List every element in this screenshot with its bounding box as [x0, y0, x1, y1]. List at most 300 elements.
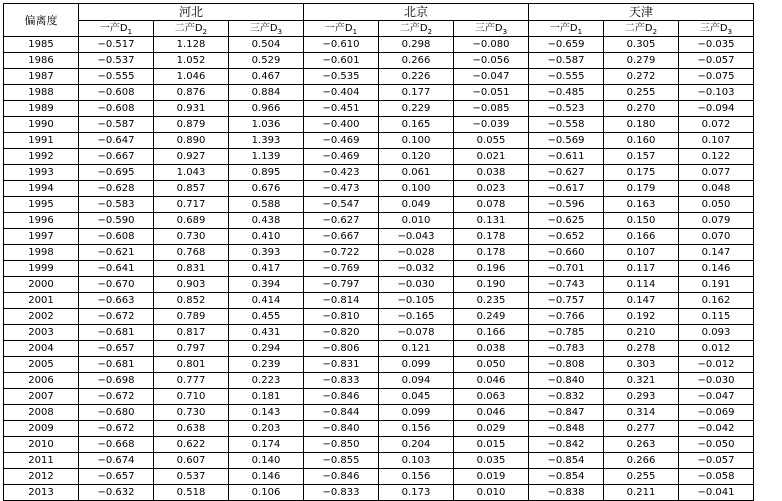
value-cell: −0.806 [304, 341, 379, 357]
value-cell: −0.854 [529, 469, 604, 485]
year-cell: 2005 [4, 357, 79, 373]
table-row [4, 85, 754, 101]
value-cell: −0.078 [379, 325, 454, 341]
value-cell: −0.051 [454, 85, 529, 101]
value-cell: −0.674 [79, 453, 154, 469]
value-cell: −0.028 [379, 245, 454, 261]
value-cell: −0.608 [79, 101, 154, 117]
value-cell: 1.046 [154, 69, 229, 85]
value-cell: 0.019 [454, 469, 529, 485]
value-cell: 0.046 [454, 373, 529, 389]
sector-header-subscript: 3 [277, 28, 283, 36]
sector-header-subscript: 1 [127, 28, 133, 36]
value-cell: 0.010 [379, 213, 454, 229]
value-cell: 0.927 [154, 149, 229, 165]
value-cell: 0.099 [379, 405, 454, 421]
value-cell: −0.610 [304, 37, 379, 53]
value-cell: −0.785 [529, 325, 604, 341]
value-cell: 0.321 [604, 373, 679, 389]
value-cell: −0.041 [679, 485, 754, 501]
value-cell: 0.249 [454, 309, 529, 325]
value-cell: 0.857 [154, 181, 229, 197]
value-cell: 0.229 [379, 101, 454, 117]
value-cell: −0.783 [529, 341, 604, 357]
value-cell: −0.400 [304, 117, 379, 133]
value-cell: −0.039 [454, 117, 529, 133]
value-cell: 0.045 [379, 389, 454, 405]
table-row [4, 149, 754, 165]
value-cell: 0.190 [454, 277, 529, 293]
value-cell: −0.085 [454, 101, 529, 117]
year-cell: 1989 [4, 101, 79, 117]
value-cell: −0.056 [454, 53, 529, 69]
value-cell: −0.698 [79, 373, 154, 389]
value-cell: 0.181 [229, 389, 304, 405]
value-cell: 0.266 [379, 53, 454, 69]
value-cell: −0.766 [529, 309, 604, 325]
table-row [4, 69, 754, 85]
value-cell: 0.890 [154, 133, 229, 149]
value-cell: −0.558 [529, 117, 604, 133]
value-cell: 0.038 [454, 341, 529, 357]
year-cell: 2013 [4, 485, 79, 501]
value-cell: 0.146 [679, 261, 754, 277]
value-cell: 1.139 [229, 149, 304, 165]
value-cell: 0.146 [229, 469, 304, 485]
region-header-row [4, 4, 754, 21]
value-cell: 0.150 [604, 213, 679, 229]
value-cell: 0.879 [154, 117, 229, 133]
table-row [4, 181, 754, 197]
sector-header-label: 三产D [474, 23, 503, 34]
table-container [3, 3, 754, 501]
value-cell: 0.049 [379, 197, 454, 213]
value-cell: 0.303 [604, 357, 679, 373]
value-cell: 0.173 [379, 485, 454, 501]
table-row [4, 101, 754, 117]
year-cell: 2003 [4, 325, 79, 341]
year-cell: 2004 [4, 341, 79, 357]
table-header [4, 4, 754, 37]
value-cell: 0.107 [604, 245, 679, 261]
sector-header-subscript: 2 [652, 28, 658, 36]
value-cell: −0.611 [529, 149, 604, 165]
table-row [4, 357, 754, 373]
value-cell: −0.663 [79, 293, 154, 309]
value-cell: 0.156 [379, 469, 454, 485]
year-cell: 2006 [4, 373, 79, 389]
value-cell: −0.814 [304, 293, 379, 309]
year-cell: 1998 [4, 245, 79, 261]
value-cell: 0.029 [454, 421, 529, 437]
year-cell: 1987 [4, 69, 79, 85]
value-cell: 0.876 [154, 85, 229, 101]
value-cell: 0.055 [454, 133, 529, 149]
value-cell: 0.266 [604, 453, 679, 469]
value-cell: 0.393 [229, 245, 304, 261]
value-cell: 0.277 [604, 421, 679, 437]
value-cell: 0.050 [679, 197, 754, 213]
value-cell: 0.072 [679, 117, 754, 133]
table-row [4, 309, 754, 325]
value-cell: 0.099 [379, 357, 454, 373]
value-cell: 0.518 [154, 485, 229, 501]
value-cell: −0.485 [529, 85, 604, 101]
value-cell: 0.015 [454, 437, 529, 453]
value-cell: 0.163 [604, 197, 679, 213]
value-cell: 0.160 [604, 133, 679, 149]
year-cell: 1986 [4, 53, 79, 69]
value-cell: −0.621 [79, 245, 154, 261]
table-row [4, 37, 754, 53]
value-cell: −0.473 [304, 181, 379, 197]
value-cell: −0.844 [304, 405, 379, 421]
year-cell: 1992 [4, 149, 79, 165]
sector-header [679, 21, 754, 37]
table-row [4, 453, 754, 469]
value-cell: 0.050 [454, 357, 529, 373]
value-cell: −0.608 [79, 85, 154, 101]
value-cell: 0.179 [604, 181, 679, 197]
value-cell: 0.305 [604, 37, 679, 53]
value-cell: 0.162 [679, 293, 754, 309]
sector-header-subscript: 2 [427, 28, 433, 36]
value-cell: 0.903 [154, 277, 229, 293]
value-cell: −0.672 [79, 389, 154, 405]
value-cell: 0.070 [679, 229, 754, 245]
value-cell: 0.884 [229, 85, 304, 101]
value-cell: 0.817 [154, 325, 229, 341]
value-cell: 0.175 [604, 165, 679, 181]
value-cell: −0.833 [304, 373, 379, 389]
sector-header [454, 21, 529, 37]
sector-header-label: 一产D [549, 23, 578, 34]
value-cell: −0.657 [79, 341, 154, 357]
value-cell: 0.255 [604, 85, 679, 101]
value-cell: 0.717 [154, 197, 229, 213]
value-cell: 0.223 [229, 373, 304, 389]
value-cell: 0.293 [604, 389, 679, 405]
value-cell: 1.393 [229, 133, 304, 149]
value-cell: 0.023 [454, 181, 529, 197]
value-cell: −0.404 [304, 85, 379, 101]
value-cell: 0.676 [229, 181, 304, 197]
value-cell: 0.063 [454, 389, 529, 405]
value-cell: −0.855 [304, 453, 379, 469]
sector-header [379, 21, 454, 37]
value-cell: 0.147 [604, 293, 679, 309]
table-row [4, 197, 754, 213]
value-cell: 0.414 [229, 293, 304, 309]
value-cell: 0.211 [604, 485, 679, 501]
value-cell: −0.105 [379, 293, 454, 309]
value-cell: 0.046 [454, 405, 529, 421]
value-cell: −0.831 [304, 357, 379, 373]
value-cell: −0.590 [79, 213, 154, 229]
value-cell: −0.668 [79, 437, 154, 453]
region-header-hebei: 河北 [79, 4, 304, 21]
value-cell: 0.117 [604, 261, 679, 277]
year-cell: 2012 [4, 469, 79, 485]
table-row [4, 469, 754, 485]
value-cell: 0.537 [154, 469, 229, 485]
value-cell: 0.079 [679, 213, 754, 229]
value-cell: 0.263 [604, 437, 679, 453]
value-cell: −0.667 [79, 149, 154, 165]
value-cell: −0.846 [304, 389, 379, 405]
table-row [4, 405, 754, 421]
value-cell: −0.660 [529, 245, 604, 261]
sector-header-label: 二产D [174, 23, 203, 34]
value-cell: −0.523 [529, 101, 604, 117]
sector-header [79, 21, 154, 37]
corner-label: 偏离度 [4, 4, 79, 37]
value-cell: 0.122 [679, 149, 754, 165]
value-cell: 0.270 [604, 101, 679, 117]
table-row [4, 373, 754, 389]
value-cell: −0.075 [679, 69, 754, 85]
year-cell: 1996 [4, 213, 79, 229]
value-cell: −0.032 [379, 261, 454, 277]
value-cell: −0.555 [529, 69, 604, 85]
value-cell: 0.279 [604, 53, 679, 69]
year-cell: 1991 [4, 133, 79, 149]
value-cell: −0.680 [79, 405, 154, 421]
value-cell: 0.710 [154, 389, 229, 405]
deviation-table [3, 3, 754, 501]
value-cell: −0.628 [79, 181, 154, 197]
value-cell: 0.178 [454, 245, 529, 261]
value-cell: −0.840 [304, 421, 379, 437]
value-cell: −0.681 [79, 357, 154, 373]
year-cell: 2007 [4, 389, 79, 405]
sector-header-row [4, 21, 754, 37]
year-cell: 1985 [4, 37, 79, 53]
value-cell: −0.820 [304, 325, 379, 341]
value-cell: 0.100 [379, 133, 454, 149]
value-cell: 0.730 [154, 229, 229, 245]
value-cell: 0.278 [604, 341, 679, 357]
table-row [4, 117, 754, 133]
value-cell: −0.659 [529, 37, 604, 53]
value-cell: −0.047 [454, 69, 529, 85]
value-cell: −0.672 [79, 421, 154, 437]
value-cell: −0.587 [79, 117, 154, 133]
value-cell: −0.537 [79, 53, 154, 69]
value-cell: −0.847 [529, 405, 604, 421]
value-cell: 0.438 [229, 213, 304, 229]
value-cell: −0.469 [304, 149, 379, 165]
value-cell: 0.120 [379, 149, 454, 165]
value-cell: −0.797 [304, 277, 379, 293]
value-cell: −0.846 [304, 469, 379, 485]
table-row [4, 277, 754, 293]
value-cell: −0.652 [529, 229, 604, 245]
value-cell: 1.043 [154, 165, 229, 181]
value-cell: −0.667 [304, 229, 379, 245]
value-cell: −0.627 [304, 213, 379, 229]
value-cell: 0.730 [154, 405, 229, 421]
year-cell: 2002 [4, 309, 79, 325]
year-cell: 2011 [4, 453, 79, 469]
value-cell: 0.852 [154, 293, 229, 309]
value-cell: −0.848 [529, 421, 604, 437]
sector-header-label: 二产D [624, 23, 653, 34]
value-cell: −0.627 [529, 165, 604, 181]
sector-header-label: 二产D [399, 23, 428, 34]
value-cell: −0.757 [529, 293, 604, 309]
year-cell: 1995 [4, 197, 79, 213]
table-row [4, 229, 754, 245]
table-body [4, 37, 754, 501]
value-cell: 0.012 [679, 341, 754, 357]
value-cell: −0.080 [454, 37, 529, 53]
value-cell: 0.143 [229, 405, 304, 421]
value-cell: −0.608 [79, 229, 154, 245]
table-row [4, 341, 754, 357]
sector-header [604, 21, 679, 37]
value-cell: 0.103 [379, 453, 454, 469]
value-cell: 0.100 [379, 181, 454, 197]
value-cell: 0.115 [679, 309, 754, 325]
value-cell: 0.035 [454, 453, 529, 469]
year-cell: 1997 [4, 229, 79, 245]
table-row [4, 437, 754, 453]
value-cell: 0.038 [454, 165, 529, 181]
region-header-beijing: 北京 [304, 4, 529, 21]
sector-header-subscript: 3 [502, 28, 508, 36]
value-cell: 0.166 [604, 229, 679, 245]
year-cell: 1994 [4, 181, 79, 197]
value-cell: −0.030 [379, 277, 454, 293]
value-cell: 0.093 [679, 325, 754, 341]
value-cell: 0.298 [379, 37, 454, 53]
sector-header-subscript: 3 [727, 28, 733, 36]
value-cell: −0.838 [529, 485, 604, 501]
table-row [4, 213, 754, 229]
value-cell: 0.174 [229, 437, 304, 453]
value-cell: 1.052 [154, 53, 229, 69]
sector-header-label: 三产D [699, 23, 728, 34]
value-cell: 0.077 [679, 165, 754, 181]
value-cell: 0.467 [229, 69, 304, 85]
value-cell: 0.191 [679, 277, 754, 293]
value-cell: 0.157 [604, 149, 679, 165]
value-cell: 0.210 [604, 325, 679, 341]
sector-header-subscript: 2 [202, 28, 208, 36]
year-cell: 1988 [4, 85, 79, 101]
value-cell: 0.165 [379, 117, 454, 133]
value-cell: −0.069 [679, 405, 754, 421]
value-cell: 0.235 [454, 293, 529, 309]
region-header-tianjin: 天津 [529, 4, 754, 21]
table-row [4, 325, 754, 341]
value-cell: 0.797 [154, 341, 229, 357]
value-cell: 0.504 [229, 37, 304, 53]
value-cell: 0.255 [604, 469, 679, 485]
value-cell: −0.058 [679, 469, 754, 485]
value-cell: 0.789 [154, 309, 229, 325]
value-cell: −0.833 [304, 485, 379, 501]
year-cell: 2001 [4, 293, 79, 309]
value-cell: −0.583 [79, 197, 154, 213]
value-cell: 0.048 [679, 181, 754, 197]
value-cell: 0.529 [229, 53, 304, 69]
year-cell: 1993 [4, 165, 79, 181]
value-cell: 0.638 [154, 421, 229, 437]
value-cell: 0.314 [604, 405, 679, 421]
value-cell: 0.078 [454, 197, 529, 213]
value-cell: −0.569 [529, 133, 604, 149]
sector-header [529, 21, 604, 37]
value-cell: −0.103 [679, 85, 754, 101]
value-cell: −0.854 [529, 453, 604, 469]
value-cell: 0.178 [454, 229, 529, 245]
value-cell: −0.625 [529, 213, 604, 229]
table-row [4, 389, 754, 405]
sector-header-subscript: 1 [352, 28, 358, 36]
value-cell: −0.596 [529, 197, 604, 213]
value-cell: 0.768 [154, 245, 229, 261]
table-row [4, 261, 754, 277]
value-cell: 0.801 [154, 357, 229, 373]
value-cell: 0.121 [379, 341, 454, 357]
table-row [4, 293, 754, 309]
value-cell: −0.657 [79, 469, 154, 485]
value-cell: 0.114 [604, 277, 679, 293]
table-row [4, 485, 754, 501]
sector-header-label: 一产D [99, 23, 128, 34]
value-cell: 0.895 [229, 165, 304, 181]
value-cell: 0.177 [379, 85, 454, 101]
value-cell: −0.701 [529, 261, 604, 277]
value-cell: −0.681 [79, 325, 154, 341]
value-cell: 0.156 [379, 421, 454, 437]
year-cell: 2010 [4, 437, 79, 453]
value-cell: 0.226 [379, 69, 454, 85]
value-cell: −0.012 [679, 357, 754, 373]
table-row [4, 133, 754, 149]
value-cell: −0.042 [679, 421, 754, 437]
value-cell: −0.030 [679, 373, 754, 389]
value-cell: 0.417 [229, 261, 304, 277]
value-cell: −0.832 [529, 389, 604, 405]
value-cell: −0.423 [304, 165, 379, 181]
table-row [4, 53, 754, 69]
value-cell: −0.451 [304, 101, 379, 117]
value-cell: −0.094 [679, 101, 754, 117]
value-cell: 0.607 [154, 453, 229, 469]
value-cell: −0.695 [79, 165, 154, 181]
table-row [4, 245, 754, 261]
value-cell: 0.272 [604, 69, 679, 85]
value-cell: 0.966 [229, 101, 304, 117]
sector-header-label: 三产D [249, 23, 278, 34]
value-cell: 0.588 [229, 197, 304, 213]
value-cell: 0.107 [679, 133, 754, 149]
value-cell: −0.769 [304, 261, 379, 277]
value-cell: −0.647 [79, 133, 154, 149]
year-cell: 1990 [4, 117, 79, 133]
value-cell: 0.021 [454, 149, 529, 165]
value-cell: −0.670 [79, 277, 154, 293]
value-cell: −0.743 [529, 277, 604, 293]
value-cell: 0.061 [379, 165, 454, 181]
value-cell: 0.192 [604, 309, 679, 325]
value-cell: 0.455 [229, 309, 304, 325]
value-cell: 0.147 [679, 245, 754, 261]
sector-header-subscript: 1 [577, 28, 583, 36]
